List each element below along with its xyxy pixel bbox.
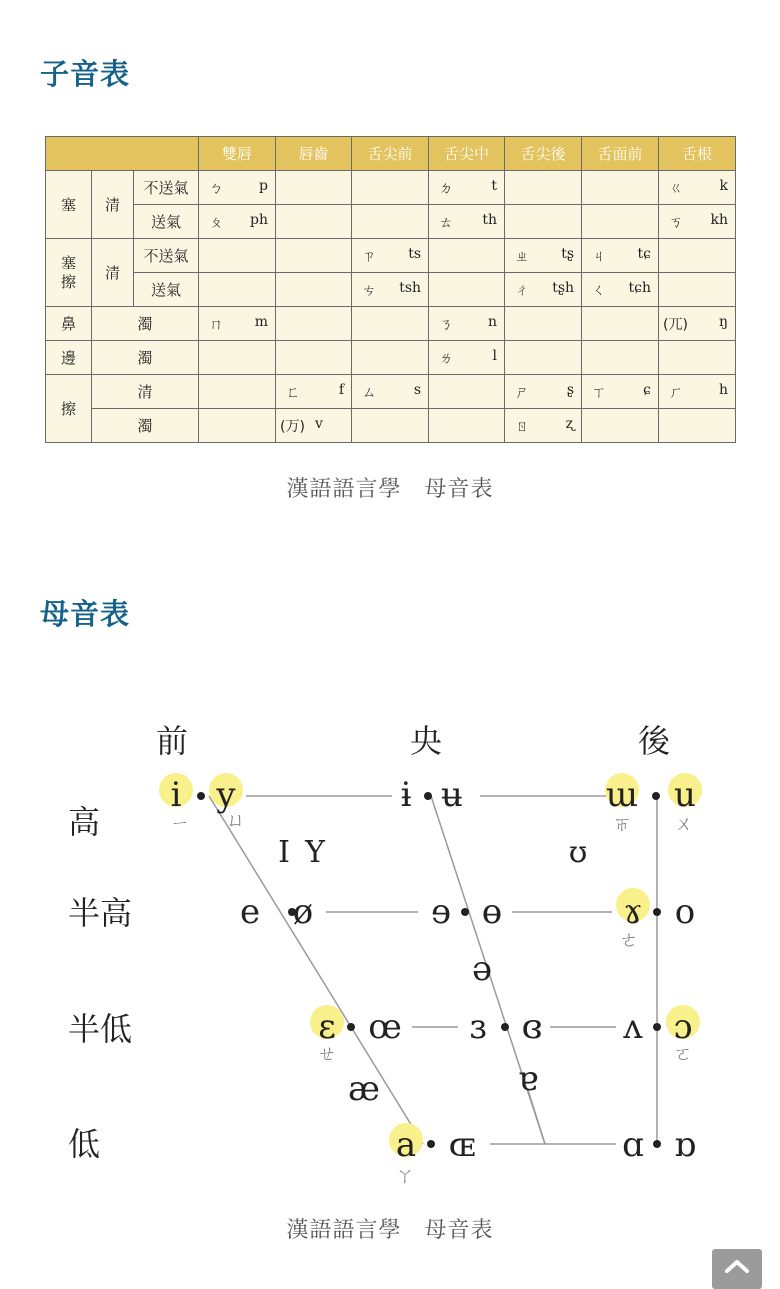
cell-empty [659, 273, 736, 307]
cell-l: ㄌ l [429, 341, 505, 375]
cell-s: ㄙ s [352, 375, 429, 409]
cell-empty [352, 205, 429, 239]
cell-empty [429, 409, 505, 443]
cell-empty [582, 205, 659, 239]
cell-empty [429, 273, 505, 307]
vowel-OE: ɶ [448, 1125, 476, 1165]
cell-empty [429, 239, 505, 273]
cell-v: (ㄪ) v [276, 409, 352, 443]
cell-empty [352, 341, 429, 375]
table-row [46, 239, 736, 273]
zhuyin-u: ㄨ [674, 813, 694, 835]
cell-empty [199, 375, 276, 409]
zhuyin-epsilon: ㄝ [317, 1043, 337, 1065]
vowel-turned-a: ɐ [517, 1059, 539, 1099]
header-bilabial: 雙唇 [199, 137, 276, 171]
aspiration-unaspirated: 不送氣 [134, 239, 199, 273]
cell-empty [659, 341, 736, 375]
cell-th: ㄊ th [429, 205, 505, 239]
vowel-turned-script-a: ɒ [674, 1125, 696, 1165]
row-low: 低 [68, 1125, 101, 1163]
chevron-up-icon [712, 1249, 762, 1279]
vowel-o-slash: ø [292, 892, 314, 932]
header-retroflex: 舌尖後 [505, 137, 582, 171]
vowel-near-i: I [278, 835, 290, 870]
vowel-epsilon: ɛ [318, 1007, 336, 1047]
header-alveolar: 舌尖中 [429, 137, 505, 171]
vowel-section-title: 母音表 [40, 597, 131, 631]
vowel-closed-reversed-epsilon: ɞ [521, 1007, 543, 1047]
vowel-y: y [216, 775, 236, 815]
manner-lateral: 邊 [46, 341, 92, 375]
vowel-o: o [674, 892, 696, 932]
cell-empty [582, 307, 659, 341]
vowel-caption: 漢語語言學 母音表 [286, 1218, 494, 1243]
column-back: 後 [638, 722, 671, 760]
cell-empty [199, 341, 276, 375]
header-labiodental: 唇齒 [276, 137, 352, 171]
header-palatal: 舌面前 [582, 137, 659, 171]
cell-h: ㄏ h [659, 375, 736, 409]
scroll-to-top-button[interactable] [712, 1249, 762, 1289]
cell-zr: ㄖ ʐ [505, 409, 582, 443]
vowel-unrounded-u: ɯ [605, 775, 639, 815]
vowel-barred-i: ɨ [400, 775, 412, 815]
zhuyin-unrounded-u: ㄭ [612, 813, 632, 835]
header-corner [46, 137, 199, 171]
cell-empty [276, 273, 352, 307]
table-row [46, 375, 736, 409]
consonant-caption: 漢語語言學 母音表 [286, 477, 494, 502]
zhuyin-open-o: ㄛ [673, 1043, 693, 1065]
cell-kh: ㄎ kh [659, 205, 736, 239]
vowel-reversed-e: ɘ [430, 892, 452, 932]
table-header-row [46, 137, 736, 171]
cell-ts: ㄗ ts [352, 239, 429, 273]
cell-empty [582, 409, 659, 443]
vowel-e: e [239, 892, 261, 932]
manner-stop: 塞 [46, 171, 92, 239]
vowel-oe: œ [368, 1007, 402, 1047]
voicing-voiced: 濁 [92, 341, 199, 375]
vowel-ae: æ [348, 1069, 380, 1109]
zhuyin-a: ㄚ [395, 1165, 415, 1187]
table-row [46, 409, 736, 443]
cell-empty [505, 171, 582, 205]
consonant-section-title: 子音表 [40, 57, 131, 91]
cell-empty [659, 409, 736, 443]
manner-nasal: 鼻 [46, 307, 92, 341]
cell-p: ㄅ p [199, 171, 276, 205]
vowel-script-a: ɑ [622, 1125, 644, 1165]
aspiration-aspirated: 送氣 [134, 205, 199, 239]
vowel-near-y: Y [305, 835, 325, 870]
dots [197, 792, 661, 1148]
table-row [46, 273, 736, 307]
manner-affricate: 塞 擦 [46, 239, 92, 307]
cell-empty [276, 205, 352, 239]
manner-fricative: 擦 [46, 375, 92, 443]
zhuyin-gamma: ㄜ [619, 929, 639, 951]
consonant-table [45, 136, 736, 443]
vowel-near-u: ʊ [568, 835, 588, 870]
aspiration-aspirated: 送氣 [134, 273, 199, 307]
vowel-u: u [674, 775, 696, 815]
table-row [46, 205, 736, 239]
vowel-open-o: ɔ [673, 1007, 693, 1047]
cell-empty [659, 239, 736, 273]
row-close-mid: 半高 [68, 894, 133, 932]
vowel-chart [40, 690, 740, 1190]
zhuyin-i: ㄧ [170, 813, 190, 835]
cell-n: ㄋ n [429, 307, 505, 341]
vowel-gamma: ɤ [623, 892, 643, 932]
vowel-reversed-epsilon: ɜ [469, 1007, 487, 1047]
row-open-mid: 半低 [68, 1010, 133, 1048]
cell-tch: ㄑ tɕh [582, 273, 659, 307]
column-front: 前 [156, 722, 189, 760]
cell-m: ㄇ m [199, 307, 276, 341]
cell-empty [429, 375, 505, 409]
cell-empty [505, 205, 582, 239]
zhuyin-y: ㄩ [226, 809, 246, 831]
cell-empty [276, 307, 352, 341]
voicing-voiced: 濁 [92, 409, 199, 443]
header-dental: 舌尖前 [352, 137, 429, 171]
cell-empty [276, 171, 352, 205]
cell-empty [276, 341, 352, 375]
column-central: 央 [410, 722, 443, 760]
table-row [46, 171, 736, 205]
aspiration-unaspirated: 不送氣 [134, 171, 199, 205]
vowel-wedge: ʌ [623, 1007, 643, 1047]
cell-empty [276, 239, 352, 273]
cell-empty [352, 307, 429, 341]
cell-empty [352, 171, 429, 205]
cell-empty [505, 307, 582, 341]
cell-tsh: ㄘ tsh [352, 273, 429, 307]
vowel-barred-u: ʉ [441, 775, 463, 815]
vowel-barred-o: ɵ [481, 892, 503, 932]
cell-sr: ㄕ ʂ [505, 375, 582, 409]
cell-empty [199, 273, 276, 307]
cell-empty [199, 409, 276, 443]
voicing-voiced: 濁 [92, 307, 199, 341]
cell-f: ㄈ f [276, 375, 352, 409]
row-high: 高 [68, 803, 101, 841]
voicing-voiceless: 清 [92, 239, 134, 307]
chart-lines [209, 796, 657, 1144]
cell-ph: ㄆ ph [199, 205, 276, 239]
cell-empty [199, 239, 276, 273]
vowel-schwa: ə [471, 949, 493, 989]
cell-empty [582, 341, 659, 375]
cell-c: ㄒ ɕ [582, 375, 659, 409]
cell-tr: ㄓ tʂ [505, 239, 582, 273]
table-row [46, 341, 736, 375]
vowel-a: a [395, 1125, 417, 1165]
header-velar: 舌根 [659, 137, 736, 171]
cell-empty [582, 171, 659, 205]
cell-k: ㄍ k [659, 171, 736, 205]
table-row [46, 307, 736, 341]
cell-tc: ㄐ tɕ [582, 239, 659, 273]
cell-ng: (ㄫ) ŋ [659, 307, 736, 341]
cell-empty [352, 409, 429, 443]
cell-trh: ㄔ tʂh [505, 273, 582, 307]
cell-t: ㄉ t [429, 171, 505, 205]
cell-empty [505, 341, 582, 375]
voicing-voiceless: 清 [92, 375, 199, 409]
vowel-i: i [170, 775, 182, 815]
voicing-voiceless: 清 [92, 171, 134, 239]
